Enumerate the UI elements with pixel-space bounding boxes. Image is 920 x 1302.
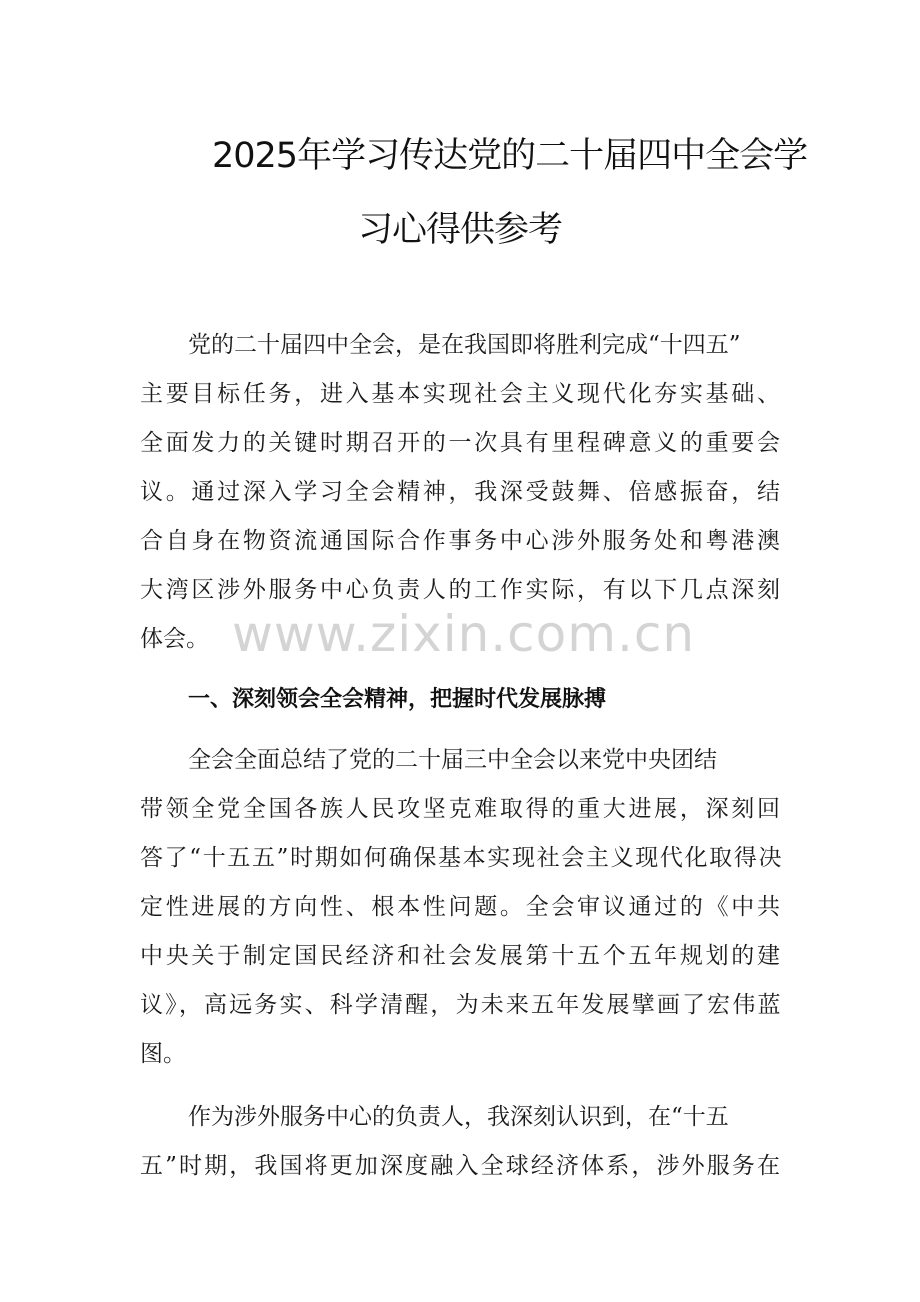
paragraph-1-line-3: 全面发力的关键时期召开的一次具有里程碑意义的重要会 [140, 430, 780, 456]
paragraph-2-line-7: 图。 [140, 1041, 186, 1067]
paragraph-1-line-1: 党的二十届四中全会，是在我国即将胜利完成“十四五” [188, 332, 741, 358]
paragraph-2-line-3: 答了“十五五”时期如何确保基本实现社会主义现代化取得决 [140, 845, 780, 871]
document-title-line-1: 2025年学习传达党的二十届四中全会学 [212, 136, 808, 176]
paragraph-3-line-1: 作为涉外服务中心的负责人，我深刻认识到，在“十五 [188, 1104, 729, 1130]
paragraph-1-line-7: 体会。 [140, 626, 209, 652]
paragraph-2-line-6: 议》，高远务实、科学清醒，为未来五年发展擘画了宏伟蓝 [140, 992, 780, 1018]
paragraph-1-line-4: 议。通过深入学习全会精神，我深受鼓舞、倍感振奋，结 [140, 479, 780, 505]
paragraph-2-line-1: 全会全面总结了党的二十届三中全会以来党中央团结 [188, 747, 717, 773]
paragraph-1-line-2: 主要目标任务，进入基本实现社会主义现代化夯实基础、 [140, 381, 780, 407]
document-title-line-2: 习心得供参考 [357, 210, 562, 250]
paragraph-1-line-5: 合自身在物资流通国际合作事务中心涉外服务处和粤港澳 [140, 528, 780, 554]
paragraph-2-line-2: 带领全党全国各族人民攻坚克难取得的重大进展，深刻回 [140, 796, 780, 822]
paragraph-1-line-6: 大湾区涉外服务中心负责人的工作实际，有以下几点深刻 [140, 577, 780, 603]
paragraph-3-line-2: 五”时期，我国将更加深度融入全球经济体系，涉外服务在 [140, 1153, 780, 1179]
paragraph-2-line-5: 中央关于制定国民经济和社会发展第十五个五年规划的建 [140, 943, 780, 969]
paragraph-2-line-4: 定性进展的方向性、根本性问题。全会审议通过的《中共 [140, 894, 780, 920]
watermark-text: www.zixin.com.cn [232, 605, 696, 663]
section-heading-1: 一、深刻领会全会精神，把握时代发展脉搏 [188, 687, 607, 712]
